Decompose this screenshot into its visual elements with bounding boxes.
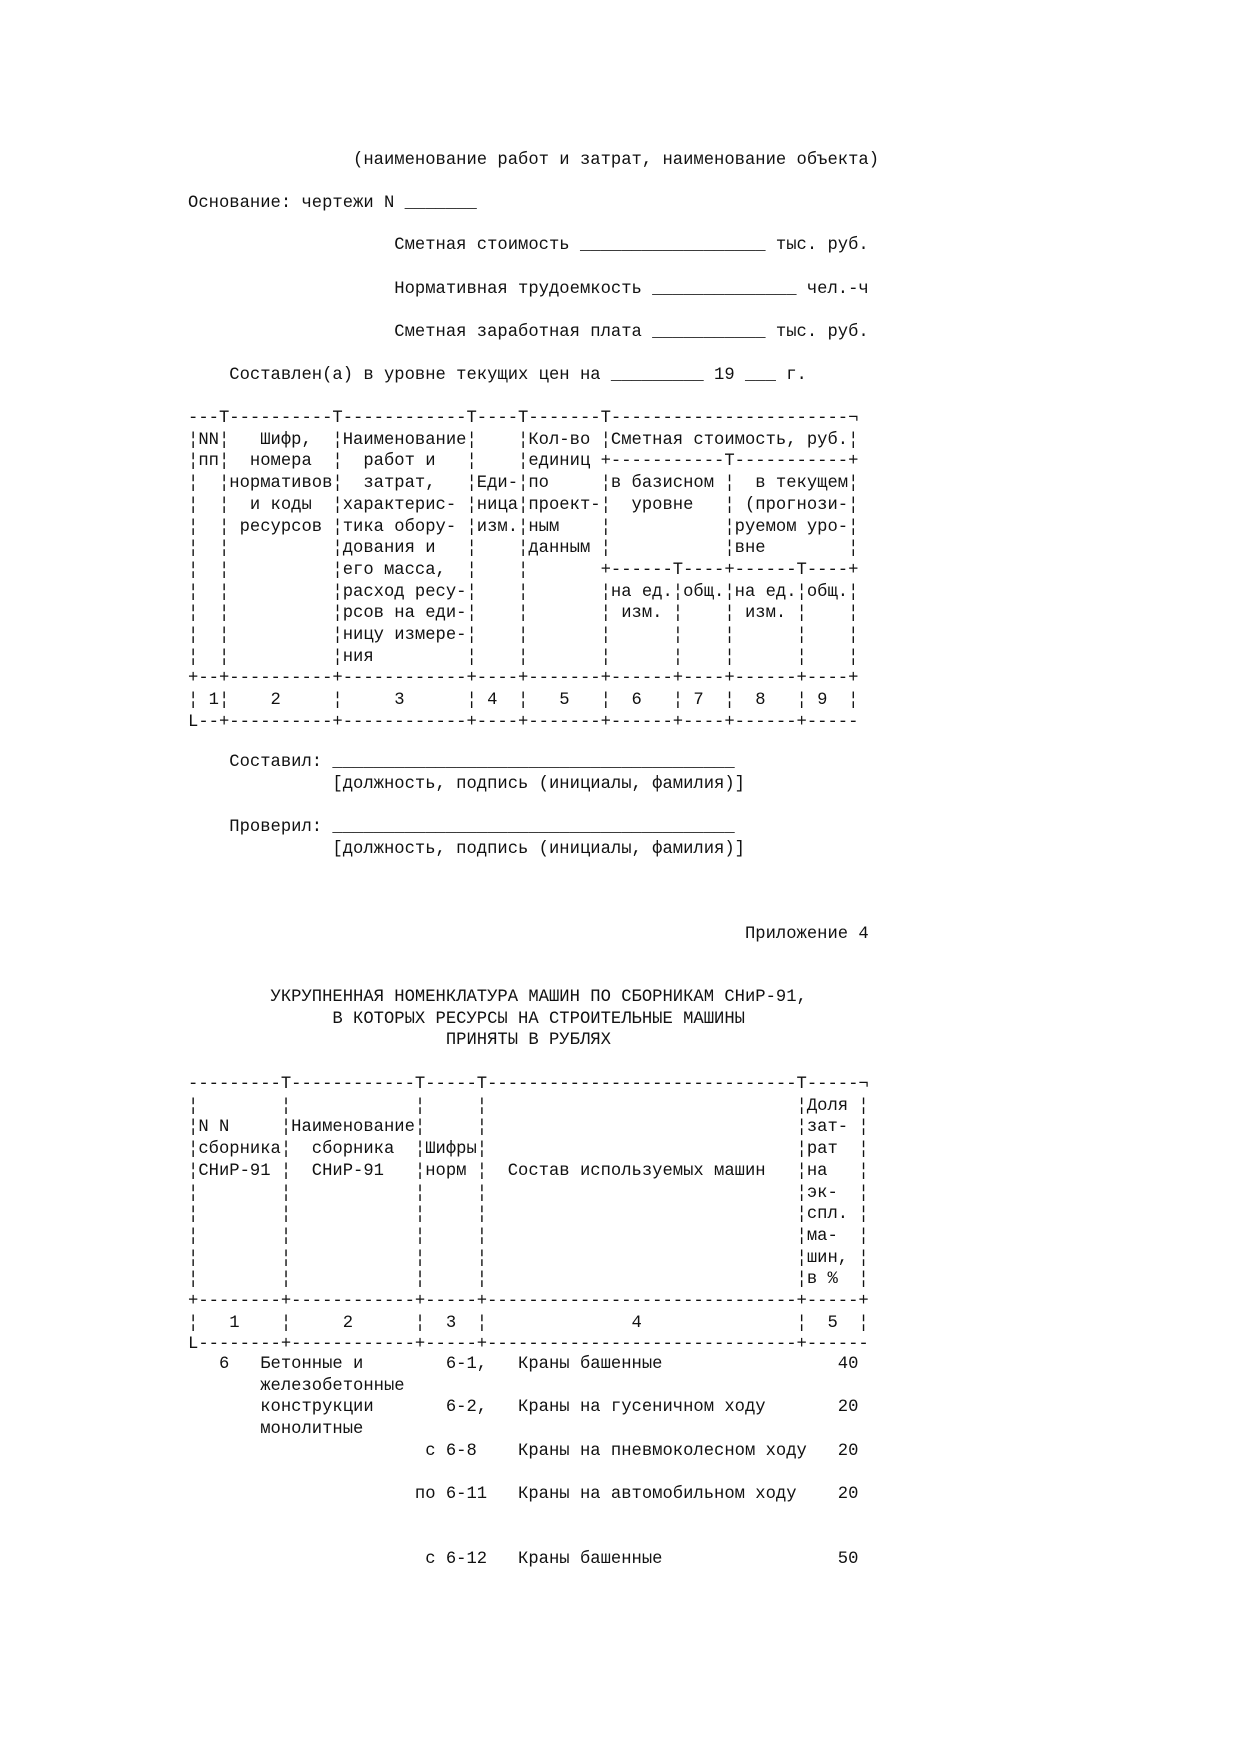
table-line: ¦ ¦ ¦ ¦ ¦спл. ¦ xyxy=(188,1205,869,1225)
table-line: ¦ ¦ ¦рсов на еди-¦ ¦ ¦ изм. ¦ ¦ изм. ¦ ¦ xyxy=(188,604,859,624)
table-line: ¦сборника¦ сборника ¦Шифры¦ ¦рат ¦ xyxy=(188,1140,869,1160)
appendix-label: Приложение 4 xyxy=(188,925,869,944)
basis-line: Основание: чертежи N _______ xyxy=(188,194,477,213)
table-line: ¦NN¦ Шифр, ¦Наименование¦ ¦Кол-во ¦Сметная стоимость, руб.¦ xyxy=(188,430,859,450)
table-line: L--------+------------+-----+------------------------------+------ xyxy=(188,1335,869,1355)
table-line: ¦ ¦ ¦ ¦ ¦эк- ¦ xyxy=(188,1183,869,1203)
table-row: железобетонные xyxy=(188,1376,405,1396)
table-row: конструкции 6-2, Краны на гусеничном ходу 20 xyxy=(188,1398,859,1418)
table-line: ¦ ¦ ¦ ¦ ¦ма- ¦ xyxy=(188,1226,869,1246)
estimated-cost-line: Сметная стоимость __________________ тыс. руб. xyxy=(188,236,869,255)
table-line: ¦ 1 ¦ 2 ¦ 3 ¦ 4 ¦ 5 ¦ xyxy=(188,1313,869,1333)
table-row: с 6-8 Краны на пневмоколесном ходу 20 xyxy=(188,1441,859,1461)
table-line: ¦ ¦ ¦ницу измере-¦ ¦ ¦ ¦ ¦ ¦ ¦ xyxy=(188,626,859,646)
table-row: монолитные xyxy=(188,1420,364,1440)
appendix-title xyxy=(188,987,807,1052)
table-line: ¦ ¦ ¦ния ¦ ¦ ¦ ¦ ¦ ¦ ¦ xyxy=(188,647,859,667)
title-line: В КОТОРЫХ РЕСУРСЫ НА СТРОИТЕЛЬНЫЕ МАШИНЫ xyxy=(188,1009,745,1029)
table-line: +--------+------------+-----+------------------------------+-----+ xyxy=(188,1292,869,1312)
estimate-table xyxy=(188,408,858,734)
table-line: ¦ ¦ ¦расход ресу-¦ ¦ ¦на ед.¦общ.¦на ед.¦общ.¦ xyxy=(188,582,859,602)
table-line: ¦ ¦ ¦ ¦ ¦в % ¦ xyxy=(188,1270,869,1290)
table-line: ¦ 1¦ 2 ¦ 3 ¦ 4 ¦ 5 ¦ 6 ¦ 7 ¦ 8 ¦ 9 ¦ xyxy=(188,691,859,711)
table-line: ¦пп¦ номера ¦ работ и ¦ ¦единиц +-----------T-----------+ xyxy=(188,452,859,472)
signature-line: [должность, подпись (инициалы, фамилия)] xyxy=(188,839,745,859)
table-line: ¦ ¦ ¦ ¦ ¦шин, ¦ xyxy=(188,1248,869,1268)
table-line: ¦ ¦ ¦дования и ¦ ¦данным ¦ ¦вне ¦ xyxy=(188,539,859,559)
table-line: +--+----------+------------+----+-------+------+----+------+----+ xyxy=(188,669,859,689)
table-line: ¦ ¦ и коды ¦характерис- ¦ница¦проект-¦ уровне ¦ (прогнози-¦ xyxy=(188,495,859,515)
signature-line: Проверил: _______________________________________ xyxy=(188,818,735,838)
signature-line: Составил: _______________________________________ xyxy=(188,753,735,772)
machines-table-rows xyxy=(188,1354,858,1571)
table-line: ¦N N ¦Наименование¦ ¦ ¦зат- ¦ xyxy=(188,1118,869,1138)
table-line: ¦ ¦нормативов¦ затрат, ¦Еди-¦по ¦в базисном ¦ в текущем¦ xyxy=(188,474,859,494)
title-line: УКРУПНЕННАЯ НОМЕНКЛАТУРА МАШИН ПО СБОРНИКАМ СНиР-91, xyxy=(188,988,807,1007)
table-line: ¦ ¦ ¦ ¦ ¦Доля ¦ xyxy=(188,1096,869,1116)
table-row: по 6-11 Краны на автомобильном ходу 20 xyxy=(188,1485,859,1505)
machines-table-header xyxy=(188,1074,869,1356)
table-line: ---------T------------T-----T------------------------------T-----¬ xyxy=(188,1075,869,1094)
table-line: ¦СНиР-91 ¦ СНиР-91 ¦норм ¦ Состав используемых машин ¦на ¦ xyxy=(188,1161,869,1181)
table-line: ---T----------T------------T----T-------T-----------------------¬ xyxy=(188,409,859,428)
title-line: ПРИНЯТЫ В РУБЛЯХ xyxy=(188,1031,611,1051)
table-row: с 6-12 Краны башенные 50 xyxy=(188,1550,859,1570)
signature-line: [должность, подпись (инициалы, фамилия)] xyxy=(188,774,745,794)
estimated-wage-line: Сметная заработная плата ___________ тыс. руб. xyxy=(188,323,869,342)
table-line: ¦ ¦ ¦его масса, ¦ ¦ +------T----+------T----+ xyxy=(188,560,859,580)
labor-intensity-line: Нормативная трудоемкость ______________ чел.-ч xyxy=(188,280,869,299)
price-level-line: Составлен(а) в уровне текущих цен на _________ 19 ___ г. xyxy=(188,366,807,385)
table-row: 6 Бетонные и 6-1, Краны башенные 40 xyxy=(188,1355,859,1374)
table-line: L--+----------+------------+----+-------+------+----+------+----- xyxy=(188,712,859,732)
object-caption: (наименование работ и затрат, наименование объекта) xyxy=(188,151,880,170)
table-line: ¦ ¦ ресурсов ¦тика обору- ¦изм.¦ным ¦ ¦руемом уро-¦ xyxy=(188,517,859,537)
signature-block xyxy=(188,752,745,861)
